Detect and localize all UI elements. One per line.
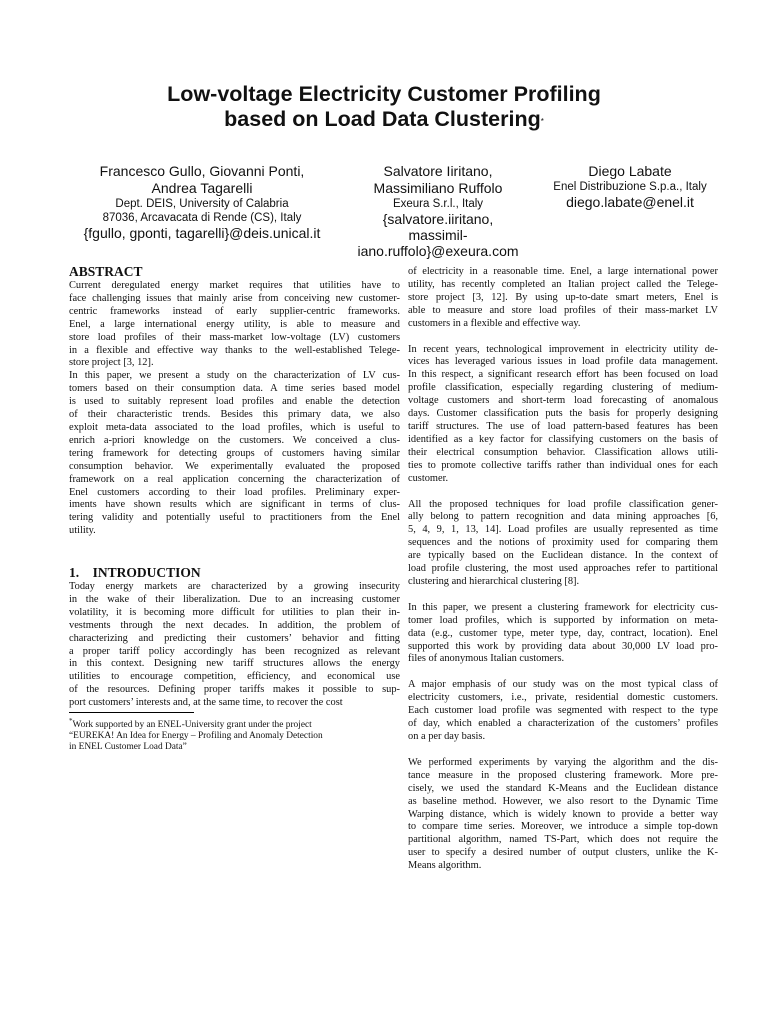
text-line: of their characteristic trends. Besides this primary data, we also <box>69 409 400 421</box>
author-email: massimil- <box>408 227 468 243</box>
footnote-first-line: Work supported by an ENEL-University grant under the project <box>72 720 312 731</box>
text-line: store load profiles of their mass-market low-voltage (LV) customers <box>69 331 400 343</box>
author-affiliation: Enel Distribuzione S.p.a., Italy <box>553 181 707 193</box>
text-line: framework on a real application concerning the characterization of <box>69 473 400 485</box>
text-line: All the proposed techniques for load profile classification gener- <box>408 498 718 510</box>
footnote-line: in ENEL Customer Load Data” <box>69 742 187 753</box>
text-line: store project [3, 12]. <box>69 357 154 369</box>
text-line: files of anonymous Italian customers. <box>408 653 565 665</box>
author-block-1 <box>52 163 352 241</box>
text-line: store project [3, 12]. By using up-to-date smart meters, Enel is <box>408 291 718 303</box>
text-line: is used to suitably represent load profiles and enable the detection <box>69 396 400 408</box>
text-line: volatility, it is becoming more difficult for utilities to plan their in- <box>69 606 400 618</box>
footnote-line <box>69 716 400 731</box>
title-footnote-mark: * <box>540 117 544 126</box>
text-line: in a flexible and effective way thanks to the well-established Telege- <box>69 344 400 356</box>
text-line: a proper tariff policy accordingly has been recognized as relevant <box>69 645 400 657</box>
text-line: Warping distance, which is widely known to provide a better way <box>408 808 718 820</box>
text-line: days. Customer classification puts the basis for properly designing <box>408 408 718 420</box>
text-line: clustering and hierarchical clustering [8]. <box>408 575 580 587</box>
text-line: Current deregulated energy market requires that utilities have to <box>69 280 400 291</box>
text-line: of the resources. Defining proper tariffs makes it possible to sup- <box>69 684 400 696</box>
author-email: diego.labate@enel.it <box>566 194 694 210</box>
author-name-line: Salvatore Iiritano, <box>383 163 493 179</box>
paragraph <box>408 679 718 744</box>
text-line: identified as a key factor for classifying customers on the basis of <box>408 433 718 445</box>
author-affiliation: Exeura S.r.l., Italy <box>392 198 484 210</box>
text-line: Each customer load profile was segmented with respect to the type <box>408 705 718 717</box>
text-line: utilities to encourage competition, efficiency, and economical use <box>69 671 400 683</box>
text-line: of electricity in a reasonable time. Enel, a large international power <box>408 266 718 277</box>
footnote-line: “EUREKA! An Idea for Energy – Profiling and Anomaly Detection <box>69 731 323 742</box>
text-line: profile classification, especially regarding clustering of medium- <box>408 382 718 394</box>
right-column-body <box>408 266 718 873</box>
text-line: able to measure and store load profiles of their mass-market LV <box>408 304 718 316</box>
introduction-heading: 1. INTRODUCTION <box>69 565 201 580</box>
text-line: tering validity and potentially useful to practitioners from the Enel <box>69 512 400 524</box>
author-name-line: Massimiliano Ruffolo <box>373 180 503 196</box>
text-line: supported this work by providing data about 30,000 LV load pro- <box>408 640 718 652</box>
text-line: customer. <box>408 472 449 484</box>
text-line: of day, which enabled a characterization of the customers’ profiles <box>408 718 718 730</box>
text-line: tance measure in the proposed clustering framework. More pre- <box>408 769 718 781</box>
paragraph <box>408 602 718 667</box>
author-name-line: Andrea Tagarelli <box>151 180 253 196</box>
text-line: A major emphasis of our study was on the most typical class of <box>408 679 718 691</box>
text-line: vices has leveraged various issues in load profile data management. <box>408 356 718 368</box>
text-line: vestments through the next decades. In addition, the problem of <box>69 619 400 631</box>
text-line: partitional algorithm, named TS-Part, which does not require the <box>408 834 718 846</box>
text-line: electricity customers, i.e., private, residential domestic customers. <box>408 692 718 704</box>
text-line: Today energy markets are characterized by a growing insecurity <box>69 581 400 592</box>
text-line: their electrical consumption behavior. Classification allows utili- <box>408 446 718 458</box>
paragraph <box>69 581 400 710</box>
text-line: to compare time series. Moreover, we introduce a simple top-down <box>408 821 718 833</box>
author-block-3 <box>530 163 730 210</box>
text-line: enrich a-priori knowledge on the customers. We conceived a clus- <box>69 434 400 446</box>
paragraph <box>408 757 718 873</box>
paper-title <box>0 82 768 132</box>
title-line-2 <box>0 107 768 132</box>
title-line-1: Low-voltage Electricity Customer Profiling <box>167 82 601 106</box>
footnote-mark: * <box>69 717 73 725</box>
text-line: tomer load profiles, which is supported by information on meta- <box>408 614 718 626</box>
text-line: utility, has recently completed an Italian project called the Telege- <box>408 278 718 290</box>
author-block-2 <box>348 163 528 259</box>
text-line: exploit meta-data associated to the load profiles, which is useful to <box>69 421 400 433</box>
text-line: in this context. Designing new tariff structures allows the energy <box>69 658 400 670</box>
author-name-line: Francesco Gullo, Giovanni Ponti, <box>99 163 305 179</box>
abstract-heading: ABSTRACT <box>69 264 143 279</box>
text-line: sequences and the notions of proximity used for comparing them <box>408 537 718 549</box>
text-line: In this paper, we present a clustering framework for electricity cus- <box>408 601 718 613</box>
text-line: We performed experiments by varying the algorithm and the dis- <box>408 756 718 768</box>
text-line: are typically based on the Euclidean distance. In the context of <box>408 550 718 562</box>
paragraph <box>408 499 718 589</box>
paragraph <box>408 266 718 331</box>
abstract-body <box>69 280 400 538</box>
text-line: load profile clustering, the most used approaches refer to partitional <box>408 563 718 575</box>
paragraph <box>408 344 718 486</box>
text-line: Enel customers according to their load profiles. Preliminary exper- <box>69 486 400 498</box>
text-line: face challenging issues that mainly arise from conceiving new customer- <box>69 292 400 304</box>
text-line: tomers based on their consumption data. A time series based model <box>69 383 400 395</box>
text-line: port customers’ interests and, at the same time, to recover the cost <box>69 697 343 709</box>
text-line: utility. <box>69 525 96 537</box>
text-line: cisely, we used the standard K-Means and the Euclidean distance <box>408 782 718 794</box>
title-line-2-text: based on Load Data Clustering <box>224 107 541 131</box>
text-line: on a per day basis. <box>408 731 486 742</box>
text-line: Enel, a large international energy utility, is able to measure and <box>69 318 400 330</box>
text-line: centric frameworks instead of early supplier-centric frameworks. <box>69 305 400 317</box>
text-line: 5, 4, 9, 1, 13, 14]. Load profiles are usually represented as time <box>408 524 718 536</box>
text-line: Means algorithm. <box>408 860 482 872</box>
footnote <box>69 716 400 753</box>
author-name-line: Diego Labate <box>588 163 672 179</box>
text-line: in the wake of their liberalization. Due to an increasing customer <box>69 593 400 605</box>
text-line: as baseline method. However, we also resort to the Dynamic Time <box>408 795 718 807</box>
text-line: consumption behavior. We experimentally evaluated the proposed <box>69 460 400 472</box>
text-line: voltage customers and short-term load forecasting of anomalous <box>408 395 718 407</box>
paragraph <box>69 280 400 538</box>
footnote-rule <box>69 712 194 713</box>
text-line: user to specify a desired number of output clusters, unlike the K- <box>408 847 718 859</box>
text-line: ally belong to pattern recognition and data mining approaches [6, <box>408 511 718 523</box>
author-affiliation: Dept. DEIS, University of Calabria <box>115 198 289 210</box>
author-affiliation: 87036, Arcavacata di Rende (CS), Italy <box>102 212 302 224</box>
text-line: tariff structures. The use of load pattern-based features has been <box>408 420 718 432</box>
author-email: iano.ruffolo}@exeura.com <box>357 243 519 259</box>
author-email: {salvatore.iiritano, <box>382 211 494 227</box>
text-line: data (e.g., customer type, meter type, day, contract, location). Enel <box>408 627 718 639</box>
text-line: tering framework for detecting groups of customers having similar <box>69 447 400 459</box>
text-line: In recent years, technological improvement in electricity utility de- <box>408 343 718 355</box>
introduction-body <box>69 581 400 710</box>
text-line: ties to promote collective tariffs rather than individual ones for each <box>408 459 718 471</box>
text-line: iments have shown results which are significant in terms of clus- <box>69 499 400 511</box>
author-email: {fgullo, gponti, tagarelli}@deis.unical.it <box>83 225 321 241</box>
text-line: In this respect, a significant research effort has been focused on load <box>408 369 718 381</box>
text-line: characterizing and predicting their customers’ behavior and fitting <box>69 632 400 644</box>
text-line: In this paper, we present a study on the characterization of LV cus- <box>69 370 400 382</box>
text-line: customers in a flexible and effective way. <box>408 317 581 329</box>
